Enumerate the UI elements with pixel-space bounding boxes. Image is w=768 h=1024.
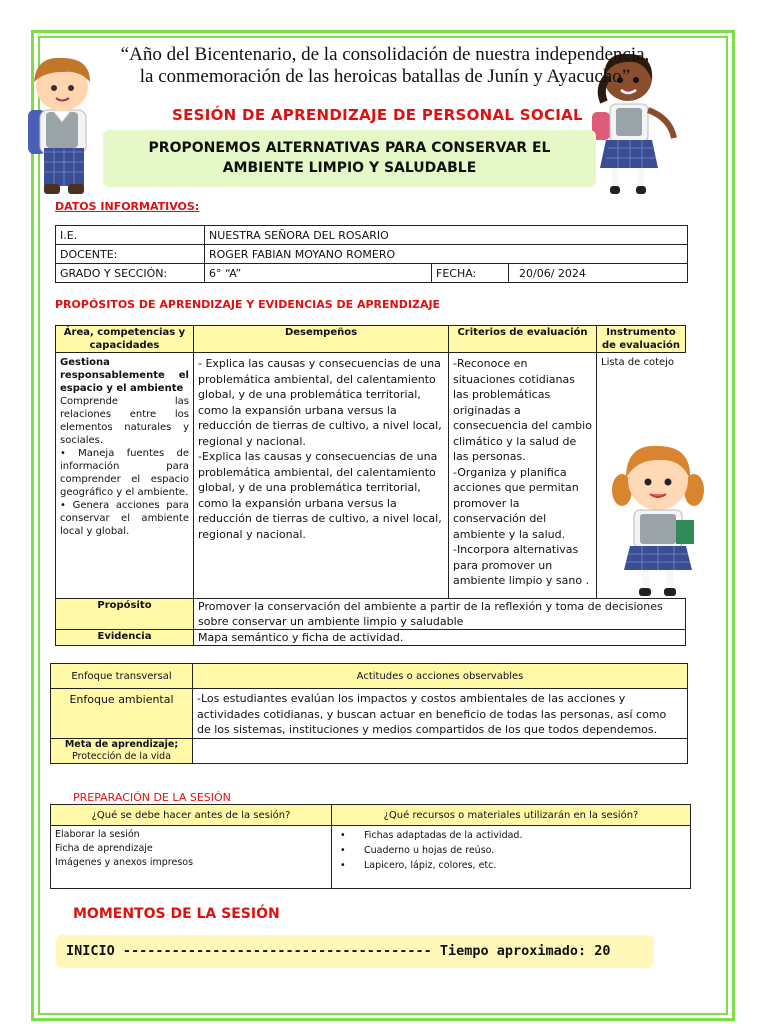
competencia-title: Gestiona responsablemente el espacio y el ambiente bbox=[60, 357, 189, 394]
meta-label: Meta de aprendizaje; bbox=[64, 738, 179, 750]
motto-line-1: “Año del Bicentenario, de la consolidación de nuestra independencia, bbox=[120, 44, 650, 65]
motto-line-2: la conmemoración de las heroicas batallas de Junín y Ayacucho” bbox=[139, 66, 631, 87]
competencia-cell bbox=[56, 353, 194, 599]
datos-label: DATOS INFORMATIVOS: bbox=[55, 200, 200, 213]
table-row bbox=[56, 245, 688, 264]
meta-cell bbox=[51, 738, 193, 763]
header-desempenos: Desempeños bbox=[194, 326, 449, 353]
table-row bbox=[56, 630, 686, 646]
criterio-item: -Reconoce en situaciones cotidianas las problemáticas originadas a consecuencia del cambio climático y la salud de las personas. bbox=[453, 357, 592, 463]
antes-cell bbox=[51, 826, 332, 889]
criterios-cell bbox=[449, 353, 597, 599]
subtitle-text bbox=[103, 130, 596, 178]
competencia-line: • Maneja fuentes de información para comprender el espacio geográfico y el ambiente. bbox=[60, 448, 189, 498]
enfoque-header-left: Enfoque transversal bbox=[51, 664, 193, 689]
list-item: • Cuaderno u hojas de reúso. bbox=[340, 845, 495, 856]
inicio-bar: INICIO -------------------------------------- Tiempo aproximado: 20 bbox=[56, 935, 654, 968]
recursos-cell bbox=[332, 826, 691, 889]
datos-table bbox=[55, 225, 688, 283]
evidencia-value: Mapa semántico y ficha de actividad. bbox=[194, 630, 686, 646]
fecha-label: FECHA: bbox=[432, 264, 509, 283]
list-item: Ficha de aprendizaje bbox=[55, 843, 153, 854]
list-item-text: Lapicero, lápiz, colores, etc. bbox=[364, 860, 497, 871]
propositos-label: PROPÓSITOS DE APRENDIZAJE Y EVIDENCIAS DE APRENDIZAJE bbox=[55, 298, 441, 311]
subtitle-line-2: AMBIENTE LIMPIO Y SALUDABLE bbox=[222, 160, 477, 176]
table-row bbox=[51, 664, 688, 689]
meta-empty bbox=[193, 738, 688, 763]
enfoque-header-right: Actitudes o acciones observables bbox=[193, 664, 688, 689]
competencia-line: Comprende las relaciones entre los elementos naturales y sociales. bbox=[60, 396, 189, 446]
list-item-text: Fichas adaptadas de la actividad. bbox=[364, 830, 523, 841]
table-row bbox=[56, 326, 686, 353]
ie-label: I.E. bbox=[56, 226, 205, 245]
session-title: SESIÓN DE APRENDIZAJE DE PERSONAL SOCIAL bbox=[172, 106, 583, 124]
preparacion-q2: ¿Qué recursos o materiales utilizarán en la sesión? bbox=[332, 805, 691, 826]
table-row bbox=[56, 599, 686, 630]
table-row bbox=[51, 826, 691, 889]
desempeno-item: - Explica las causas y consecuencias de una problemática ambiental, del calentamiento global, y de una problemática territorial, como la expansión urbana versus la reducción de tierras de cultivo, a nivel local, regional y nacional. bbox=[198, 357, 442, 448]
instrumento-cell: Lista de cotejo bbox=[597, 353, 686, 599]
list-item-text: Cuaderno u hojas de reúso. bbox=[364, 845, 495, 856]
table-row bbox=[51, 738, 688, 763]
table-row bbox=[56, 353, 686, 599]
enfoque-table bbox=[50, 663, 688, 764]
subtitle-box bbox=[103, 130, 596, 187]
proposito-value: Promover la conservación del ambiente a partir de la reflexión y toma de decisiones sobre conservar un ambiente limpio y saludable bbox=[194, 599, 686, 630]
list-item: Imágenes y anexos impresos bbox=[55, 857, 194, 868]
proposito-label: Propósito bbox=[56, 599, 194, 630]
header-area: Área, competencias y capacidades bbox=[56, 326, 194, 353]
list-item: • Lapicero, lápiz, colores, etc. bbox=[340, 860, 497, 871]
meta-value: Protección de la vida bbox=[71, 750, 172, 762]
table-row bbox=[51, 689, 688, 739]
header-criterios: Criterios de evaluación bbox=[449, 326, 597, 353]
preparacion-label: PREPARACIÓN DE LA SESIÓN bbox=[73, 791, 231, 804]
table-row bbox=[56, 264, 688, 283]
ie-value: NUESTRA SEÑORA DEL ROSARIO bbox=[205, 226, 688, 245]
criterio-item: -Incorpora alternativas para promover un ambiente limpio y sano . bbox=[453, 543, 590, 587]
propositos-table bbox=[55, 325, 686, 646]
momentos-label: MOMENTOS DE LA SESIÓN bbox=[73, 906, 280, 922]
criterio-item: -Organiza y planifica acciones que permitan promover la conservación del ambiente y la salud. bbox=[453, 465, 579, 541]
grado-value: 6° “A” bbox=[205, 264, 432, 283]
docente-label: DOCENTE: bbox=[56, 245, 205, 264]
list-item: Elaborar la sesión bbox=[55, 829, 140, 840]
competencia-line: • Genera acciones para conservar el ambiente local y global. bbox=[60, 500, 189, 537]
list-item: • Fichas adaptadas de la actividad. bbox=[340, 830, 523, 841]
evidencia-label: Evidencia bbox=[56, 630, 194, 646]
enfoque-text: -Los estudiantes evalúan los impactos y costos ambientales de las acciones y actividades cotidianas, y buscan actuar en beneficio de todas las personas, así como de los sistemas, instituciones y medios compartidos de los que todos dependemos. bbox=[193, 689, 688, 739]
desempenos-cell bbox=[194, 353, 449, 599]
subtitle-line-1: PROPONEMOS ALTERNATIVAS PARA CONSERVAR EL bbox=[148, 140, 551, 156]
table-row bbox=[51, 805, 691, 826]
docente-value: ROGER FABIAN MOYANO ROMERO bbox=[205, 245, 688, 264]
grado-label: GRADO Y SECCIÓN: bbox=[56, 264, 205, 283]
preparacion-table bbox=[50, 804, 691, 889]
fecha-value: 20/06/ 2024 bbox=[509, 264, 688, 283]
table-row bbox=[56, 226, 688, 245]
enfoque-name: Enfoque ambiental bbox=[51, 689, 193, 739]
preparacion-q1: ¿Qué se debe hacer antes de la sesión? bbox=[51, 805, 332, 826]
header-instrumento: Instrumento de evaluación bbox=[597, 326, 686, 353]
desempeno-item: -Explica las causas y consecuencias de una problemática ambiental, del calentamiento global, y de una problemática territorial, como la expansión urbana versus la reducción de tierras de cultivo, a nivel local, regional y nacional. bbox=[198, 450, 442, 541]
